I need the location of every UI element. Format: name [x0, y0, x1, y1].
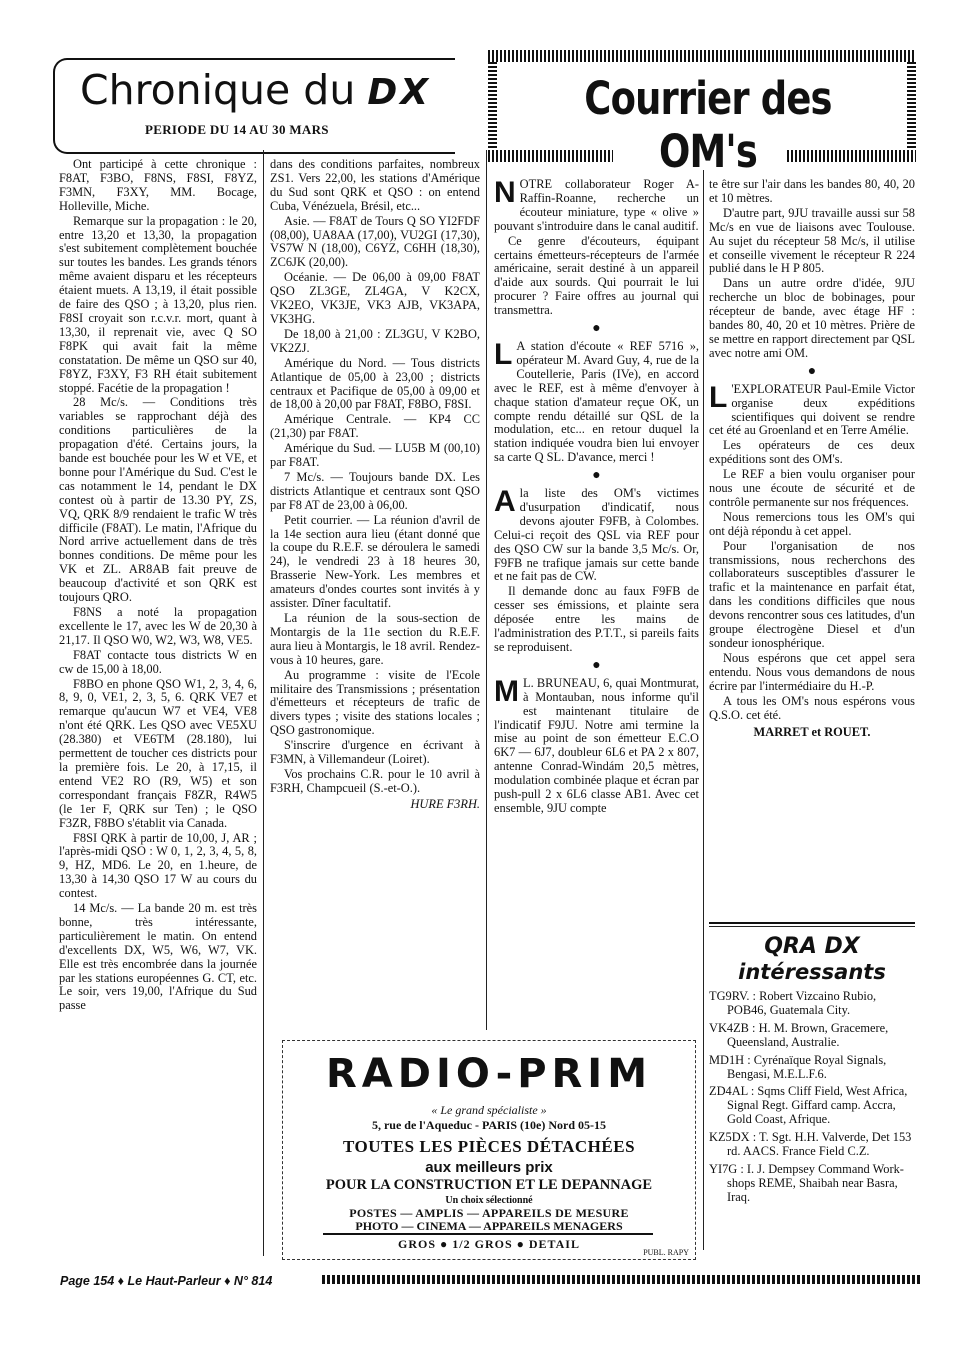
qra-entry: KZ5DX : T. Sgt. H.H. Valverde, Det 153 rd. AACS. France Field C.Z.: [709, 1130, 912, 1159]
paragraph: F8SI QRK à partir de 10,00, J, AR ; l'après-midi QSO : W 0, 1, 2, 3, 4, 5, 8, 9, HZ, MD6. Le 20, en 1.heure, de 13,30 à 14,30 QSO 17 W au cours du contest.: [59, 830, 257, 901]
paragraph: dans des conditions parfaites, nombreux ZS1. Vers 22,00, les stations d'Amérique du Sud sont QRK et QSO : on entend Cuba, Vénézuela, Brésil, etc...: [270, 157, 480, 213]
bullet-separator: ●: [592, 468, 601, 484]
paragraph: D'autre part, 9JU travaille aussi sur 58 Mc/s en vue de liaisons avec Toulouse. Au sujet du récepteur 58 Mc/s, il utilise et conseille vivement le récepteur R 224 publié dans le H P 805.: [709, 205, 915, 276]
qra-entry: TG9RV. : Robert Vizcaino Rubio, POB46, Guatemala City.: [709, 989, 877, 1017]
chronique-title-dx: DX: [367, 72, 431, 113]
ad-tagline: « Le grand spécialiste »: [431, 1103, 547, 1117]
paragraph: F8AT contacte tous districts W en cw de 15,00 à 18,00.: [59, 647, 257, 676]
page-footer: [60, 1272, 920, 1288]
bullet-separator: ●: [592, 321, 601, 337]
ad-rule: [323, 1233, 653, 1235]
dropcap-n: N: [494, 176, 516, 209]
paragraph-text: la liste des OM's victimes d'usurpation d'indicatif, nous devons ajouter F9FB, à Colombes. Celui-ci reçoit des QSL via REF pour des QSO CW sur la bande 3,5 Mc/s. Or, F9FB ne trafique jamais sur cette bande et ne fait pas de CW.: [494, 486, 699, 584]
ad-line-5: POSTES — AMPLIS — APPAREILS DE MESURE: [349, 1206, 629, 1220]
paragraph: 28 Mc/s. — Conditions très variables se rapprochant déjà des conditions particulières de la propagation d'été. Certains jours, la bande est bouchée pour les W et VE, et bonne pour l'Amérique du Sud. C'est le cas notamment le 14, pendant le DX contest où à partir de 13.30 PY, ZS, VQ, QRK 8/9 rendaient le trafic W très difficile (F8AT). Le matin, l'Afrique du Nord arrive actuellement dans de très bonnes conditions. De même pour les VK et ZL. AR8AB fait preuve de beaucoup d'activité et son QRK est toujours QRO.: [59, 395, 257, 605]
dropcap-l: L: [494, 337, 513, 371]
qra-entry: MD1H : Cyrénaïque Royal Signals, Bengasi, M.E.L.F.6.: [709, 1052, 887, 1081]
paragraph: Au programme : visite de l'Ecole militaire des Transmissions ; présentation d'émetteurs et récepteurs de trafic de divers types ; visite des stations locales ; QSO gastronomique.: [270, 667, 480, 738]
paragraph: [494, 487, 699, 584]
paragraph: Remarque sur la propagation : le 20, entre 13,20 et 13,30, la propagation s'est subitement complètement bouchée sur toutes les bandes. Les grands ténors même avaient disparu et les récepteurs étaient muets. A 13,19, il était possible de faire des QSO ; à 13,20, plus rien. F8SI croyait son r.c.v.r. mort, quant à 13,30, il reprenait vie, avec Q SO F8PK qui avait fait la même constatation. De même un QSO sur 40, F8YZ, F3XY, F3 RH était subitement stoppé. Facétie de la propagation !: [59, 213, 257, 395]
qra-entry: YI7G : I. J. Dempsey Command Work-shops REME, Shaibah near Basra, Iraq.: [709, 1161, 904, 1204]
dropcap-m: M: [494, 674, 519, 708]
paragraph: Nous remercions tous les OM's qui ont déjà répondu à cet appel.: [709, 509, 915, 538]
paragraph: Vos prochains C.R. pour le 10 avril à F3RH, Champcueil (S.-et-O.).: [270, 766, 480, 795]
dropcap-l: L: [709, 380, 728, 414]
chronique-column-1: [59, 158, 257, 1248]
chronique-column-2: [270, 158, 480, 1038]
paragraph: S'inscrire d'urgence en écrivant à F3MN, à Villemandeur (Loiret).: [270, 738, 480, 767]
ad-line-1: TOUTES LES PIÈCES DÉTACHÉES: [342, 1137, 636, 1156]
ad-line-7: GROS ● 1/2 GROS ● DETAIL: [398, 1237, 580, 1251]
paragraph-text: OTRE collaborateur Roger A-Raffin-Roanne, recherche un écouteur miniature, type « olive » pouvant s'introduire dans le canal auditif.: [494, 177, 699, 233]
paragraph: Il demande donc au faux F9FB de cesser ses émissions, et plainte sera déposée entre les mains de l'administration des P.T.T., si pareils faits se reproduisent.: [494, 584, 699, 654]
column-divider: [703, 170, 704, 1250]
paragraph: Dans un autre ordre d'idée, 9JU recherche un bloc de bobinages, pour récepteur de bande, avec étage HF : bandes 80, 40, 20 et 10 mètres. Prière de se mettre en rapport directement par QSL avec notre ami OM.: [709, 276, 915, 360]
ad-line-2: aux meilleurs prix: [425, 1159, 553, 1176]
ad-credit: PUBL. RAPY: [643, 1248, 689, 1257]
paragraph: [494, 674, 699, 816]
paragraph: Ce genre d'écouteurs, équipant certains émetteurs-récepteurs de l'armée américaine, serait destiné à un appareil d'aide aux sourds. Qui pourrait le lui procurer ? Faire offres au journal qui transmettra.: [494, 233, 699, 318]
ad-line-3: POUR LA CONSTRUCTION ET LE DEPANNAGE: [325, 1177, 653, 1193]
paragraph: 7 Mc/s. — Toujours bande DX. Les districts Atlantique et centraux sont QSO par F8 AT de 23,00 à 06,00.: [270, 469, 480, 512]
footer-rule-pattern: [322, 1275, 920, 1284]
paragraph: De 18,00 à 21,00 : ZL3GU, V K2BO, VK2ZJ.: [270, 326, 480, 355]
courrier-signature: MARRET et ROUET.: [753, 725, 871, 740]
paragraph: A tous les OM's nous espérons vous Q.S.O. cet été.: [709, 693, 915, 722]
courrier-title: Courrier des OM's: [584, 72, 832, 178]
paragraph: [494, 178, 699, 234]
courrier-top-bars: [488, 50, 916, 62]
ad-name: RADIO-PRIM: [326, 1051, 652, 1097]
paragraph-text: 'EXPLORATEUR Paul-Emile Victor organise deux expéditions scientifiques qui doivent se rendre cet été au Groenland et en Terre Amélie.: [709, 381, 915, 438]
courrier-left-bars: [488, 62, 497, 154]
chronique-signature: HURE F3RH.: [410, 796, 480, 811]
paragraph: F8NS a noté la propagation excellente le 17, avec les W de 20,30 à 21,17. Il QSO W0, W2, W3, W8, VE5.: [59, 605, 257, 647]
qra-subtitle: intéressants: [738, 960, 886, 984]
ad-address: 5, rue de l'Aqueduc - PARIS (10e) Nord 05-15: [371, 1118, 607, 1132]
paragraph: Les opérateurs de ces deux expéditions sont des OM's.: [709, 438, 915, 467]
paragraph: F8BO en phone QSO W1, 2, 3, 4, 6, 8, 9, 0, VE1, 2, 3, 5, 6. QRK VE7 et remarque qu'aucun W7 et VE4, VE8 n'ont été QRK. Les QSO avec VE5XU (28.380) et VE6TM (28.180), lui permettent de toucher ces districts pour la première fois. Le 20, à 17,15, il entend VE2 RO (R9, W5) et son correspondant français F8ZR, R4W5 (le 1er F, QRK sur Ten) ; le QSO F3ZR, F8BO s'établit via Canada.: [59, 676, 257, 830]
ad-line-6: PHOTO — CINEMA — APPAREILS MENAGERS: [355, 1219, 623, 1233]
chronique-title: [80, 66, 460, 122]
column-divider: [486, 150, 487, 1030]
paragraph: Ont participé à cette chronique : F8AT, F3BO, F8NS, F8SI, F8YZ, F3MN, F3XY, MM. Bocage, Holleville, Miche.: [59, 157, 257, 213]
qra-title: QRA DX: [764, 934, 860, 959]
qra-entry: VK4ZB : H. M. Brown, Gracemere, Queensland, Australie.: [709, 1020, 889, 1049]
paragraph: Amérique Centrale. — KP4 CC (21,30) par F8AT.: [270, 412, 480, 441]
dropcap-a: A: [494, 485, 516, 519]
qra-list: [709, 990, 915, 1209]
paragraph: Le REF a bien voulu organiser pour nous une écoute de sécurité et de contrôle permanente sur nos fréquences.: [709, 467, 915, 509]
bullet-separator: ●: [807, 363, 817, 379]
column-divider: [263, 150, 264, 1256]
courrier-right-bars: [907, 62, 916, 154]
paragraph: [709, 380, 915, 439]
qra-top-rule-2: [709, 926, 915, 927]
radio-prim-ad: [282, 1040, 696, 1260]
bullet-separator: ●: [592, 657, 601, 673]
paragraph: Pour l'organisation de nos transmissions, nous recherchons des collaborateurs susceptibles d'assurer le trafic et la maintenance en parfait état, dans les conditions difficiles que nous devons rencontrer sous ces latitudes, d'un groupe électrogène Diesel et d'un sondeur ionosphérique.: [709, 538, 915, 650]
qra-top-rule: [709, 922, 915, 924]
courrier-column-4: [709, 178, 915, 918]
paragraph-text: L. BRUNEAU, 6, quai Montmurat, à Montauban, nous informe qu'il est maintenant titulaire de l'indicatif F9JU. Notre ami termine la mise au point de son émetteur E.C.O 6K7 — 6J7, doubleur 6L6 et PA 2 x 807, antenne Conrad-Windám 20,5 mètres, modulation combinée plaque et écran par push-pull 2 x 6L6 classe AB1. Avec cet ensemble, 9JU compte: [494, 675, 699, 815]
qra-entry: ZD4AL : Sqms Cliff Field, West Africa, Signal Regt. Giffard camp. Accra, Gold Coast, Afrique.: [709, 1084, 908, 1127]
paragraph: Amérique du Nord. — Tous districts Atlantique de 05,00 à 23,00 ; districts centraux et Pacifique de 05,00 à 09,00 et de 18,00 à 20,00 par F8AT, F8BO, F8SI.: [270, 355, 480, 412]
footer-text: Page 154 ♦ Le Haut-Parleur ♦ N° 814: [60, 1274, 273, 1288]
paragraph: Nous espérons que cet appel sera entendu. Nous vous demandons de nous écrire par l'intermédiaire du H.-P.: [709, 650, 915, 693]
paragraph: Océanie. — De 06,00 à 09,00 F8AT QSO ZL3GE, ZL4GA, V K2CX, VK2EO, VK3JE, VK3 AJB, VK3APA, VK3HG.: [270, 270, 480, 326]
paragraph: [494, 337, 699, 465]
paragraph: te être sur l'air dans les bandes 80, 40, 20 et 10 mètres.: [709, 177, 915, 205]
paragraph: La réunion de la sous-section de Montargis de la 11e section du R.E.F. aura lieu à Montargis, le 18 avril. Rendez-vous à 10 heures, gare.: [270, 611, 480, 667]
ad-line-4: Un choix sélectionné: [445, 1195, 533, 1206]
paragraph: Petit courrier. — La réunion d'avril de la 14e section aura lieu (étant donné que la coupe du R.E.F. se déroulera le samedi 24), le vendredi 23 à 18 heures 30, Brasserie New-York. Les membres et amateurs d'ondes courtes sont invités à y assister. Dîner facultatif.: [270, 512, 480, 611]
paragraph: 14 Mc/s. — La bande 20 m. est très bonne, très intéressante, particulièrement le matin. On entend d'excellents DX, W5, W6, W7, VK. Elle est très encombrée dans la journée par les stations européennes G. CT, etc. Le soir, vers 19,00, l'Afrique du Sud passe: [59, 901, 257, 1013]
chronique-subtitle: PERIODE DU 14 AU 30 MARS: [145, 122, 329, 137]
chronique-title-text: Chronique du: [80, 66, 356, 114]
qra-box: [709, 922, 915, 1252]
paragraph-text: A station d'écoute « REF 5716 », opérateur M. Avard Guy, 4, rue de la Coutellerie, Paris (IVe), en accord avec le REF, est à même d'envoyer à chaque station d'amateur reçue OK, un compte rendu détaillé sur QSL de la modulation, etc... en retour duquel la station indiquée voudra bien lui envoyer sa carte Q SL. D'avance, merci !: [494, 338, 699, 465]
paragraph: Amérique du Sud. — LU5B M (00,10) par F8AT.: [270, 441, 480, 470]
paragraph: Asie. — F8AT de Tours Q SO YI2FDF (08,00), UA8AA (17,00), VU2GI (17,30), VS7W N (18,00), C6YZ, C6HH (18,30), ZC6JK (20,00).: [270, 213, 480, 270]
